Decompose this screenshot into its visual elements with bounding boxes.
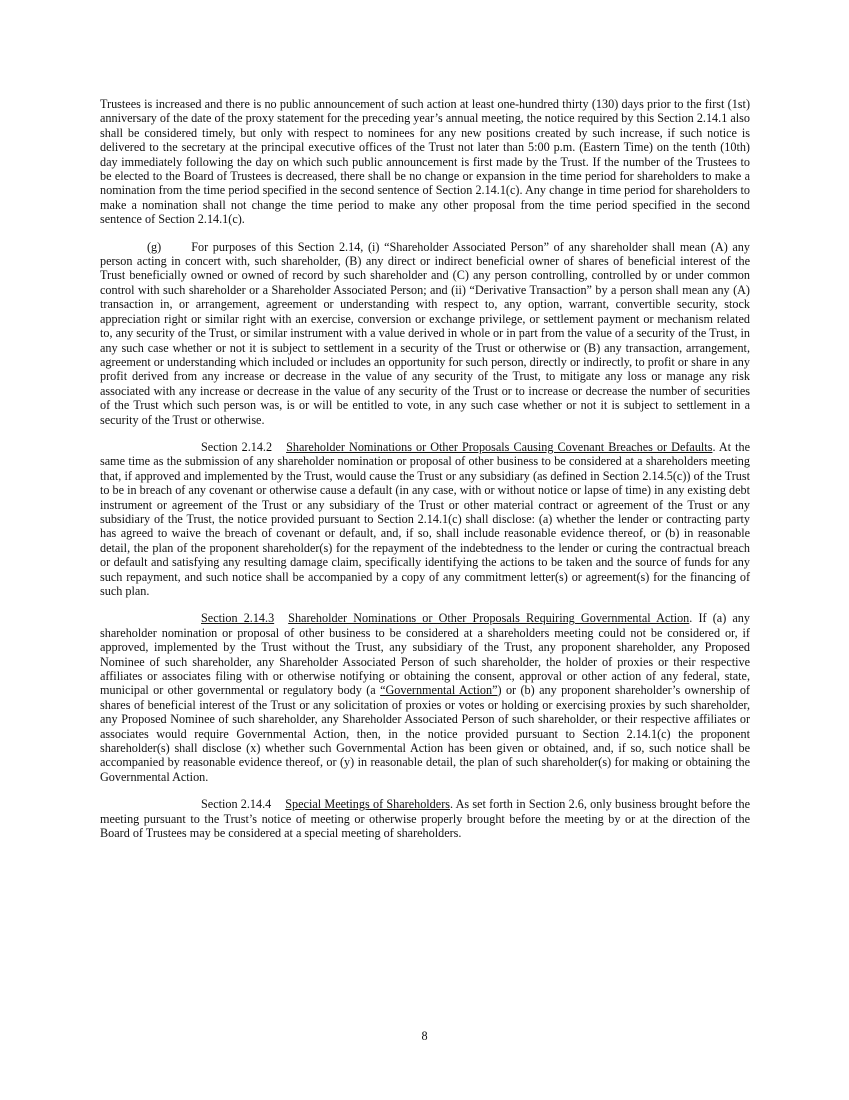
section-2-14-3-text-b: ) or (b) any proponent shareholder’s ownership of shares of beneficial interest of the Trust or any solicitation of proxies or votes or holding or exercising proxies by such shareholder, any Proposed Nominee of such shareholder, any Shareholder Associated Person of such shareholder, or their respective affiliates or associates would require Governmental Action, then, in the notice provided pursuant to Section 2.14.1(c) the proponent shareholder(s) shall disclose (x) whether such Governmental Action has been given or obtained, and, if so, such notice shall be accompanied by reasonable evidence thereof, or (y) in reasonable detail, the plan of such shareholder(s) for making or obtaining the Governmental Action. xyxy=(100,683,750,784)
section-2-14-3-heading: Shareholder Nominations or Other Proposals Requiring Governmental Action xyxy=(288,611,690,626)
section-2-14-4 xyxy=(100,797,750,840)
section-2-14-4-text: . As set forth in Section 2.6, only business brought before the meeting pursuant to the Trust’s notice of meeting or otherwise properly brought before the meeting by or at the direction of the Board of Trustees may be considered at a special meeting of shareholders. xyxy=(100,797,750,841)
page-number: 8 xyxy=(421,1029,428,1043)
section-2-14-3-number: Section 2.14.3 xyxy=(201,611,275,626)
section-2-14-3-text-a: . If (a) any shareholder nomination or proposal of other business to be considered at a shareholders meeting could not be considered or, if approved, implemented by the Trust without the Trust, any subsidiary of the Trust, any proponent shareholder, any Proposed Nominee of such shareholder, any Shareholder Associated Person of such shareholder, the holder of proxies or their respective affiliates or associates filing with or otherwise notifying or obtaining the consent, approval or other action of any federal, state, municipal or other governmental or regulatory body (a xyxy=(100,611,750,698)
section-2-14-4-heading: Special Meetings of Shareholders xyxy=(285,797,450,812)
section-2-14-2-heading: Shareholder Nominations or Other Proposals Causing Covenant Breaches or Defaults xyxy=(286,439,713,454)
paragraph-g xyxy=(100,240,750,427)
section-2-14-2-text: . At the same time as the submission of any shareholder nomination or proposal of other business to be considered at a shareholders meeting that, if approved and implemented by the Trust, would cause the Trust or any subsidiary (as defined in Section 2.14.5(c)) of the Trust to be in breach of any covenant or otherwise cause a default (in any case, with or without notice or lapse of time) in any existing debt instrument or agreement of the Trust or any subsidiary of the Trust or other material contract or agreement of the Trust or any subsidiary of the Trust, the notice provided pursuant to Section 2.14.1(c) shall disclose: (a) whether the lender or contracting party has agreed to waive the breach of covenant or default, and, if so, shall include reasonable evidence thereof, or (b) in reasonable detail, the plan of the proponent shareholder(s) for the repayment of the indebtedness to the lender or curing the contractual breach or default and satisfying any resulting damage claim, specifically identifying the actions to be taken and the source of funds for any such repayment, and such notice shall be accompanied by a copy of any commitment letter(s) or agreement(s) for the financing of such plan. xyxy=(100,439,750,598)
document-body xyxy=(100,97,750,854)
paragraph-g-text: For purposes of this Section 2.14, (i) “Shareholder Associated Person” of any shareholder shall mean (A) any person acting in concert with, such shareholder, (B) any direct or indirect beneficial owner of shares of beneficial interest of the Trust beneficially owned or owned of record by such shareholder and (C) any person controlling, controlled by or under common control with such shareholder or a Shareholder Associated Person; and (ii) “Derivative Transaction” by a person shall mean any (A) transaction in, or arrangement, agreement or understanding with respect to, any option, warrant, convertible security, stock appreciation right or similar right with an exercise, conversion or exchange privilege, or settlement payment or mechanism related to, any security of the Trust, or similar instrument with a value derived in whole or in part from the value of a security of the Trust, in any such case whether or not it is subject to settlement in a security of the Trust or otherwise or (B) any transaction, arrangement, agreement or understanding which included or includes an opportunity for such person, directly or indirectly, to profit or share in any profit derived from any increase or decrease in the value of any security of the Trust, to mitigate any loss or manage any risk associated with any increase or decrease in the value of any security of the Trust or to increase or decrease the number of securities of the Trust which such person was, is or will be entitled to vote, in any such case whether or not it is subject to settlement in a security of the Trust or otherwise. xyxy=(100,239,750,427)
paragraph-f-continuation: Trustees is increased and there is no public announcement of such action at least one-hundred thirty (130) days prior to the first (1st) anniversary of the date of the proxy statement for the preceding year’s annual meeting, the notice required by this Section 2.14.1 also shall be considered timely, but only with respect to nominees for any new positions created by such increase, if such notice is delivered to the secretary at the principal executive offices of the Trust not later than 5:00 p.m. (Eastern Time) on the tenth (10th) day immediately following the day on which such public announcement is first made by the Trust. If the number of the Trustees to be elected to the Board of Trustees is decreased, there shall be no change or expansion in the time period for shareholders to make a nomination from the time period specified in the second sentence of Section 2.14.1(c). Any change in time period for shareholders to make a nomination shall not change the time period to make any other proposal from the time period specified in the second sentence of Section 2.14.1(c). xyxy=(100,97,750,227)
section-2-14-2 xyxy=(100,440,750,598)
section-2-14-2-number: Section 2.14.2 xyxy=(201,439,273,454)
governmental-action-term: “Governmental Action” xyxy=(380,683,498,698)
section-2-14-3 xyxy=(100,611,750,784)
section-2-14-4-number: Section 2.14.4 xyxy=(201,797,272,812)
paragraph-g-label: (g) xyxy=(147,239,162,254)
